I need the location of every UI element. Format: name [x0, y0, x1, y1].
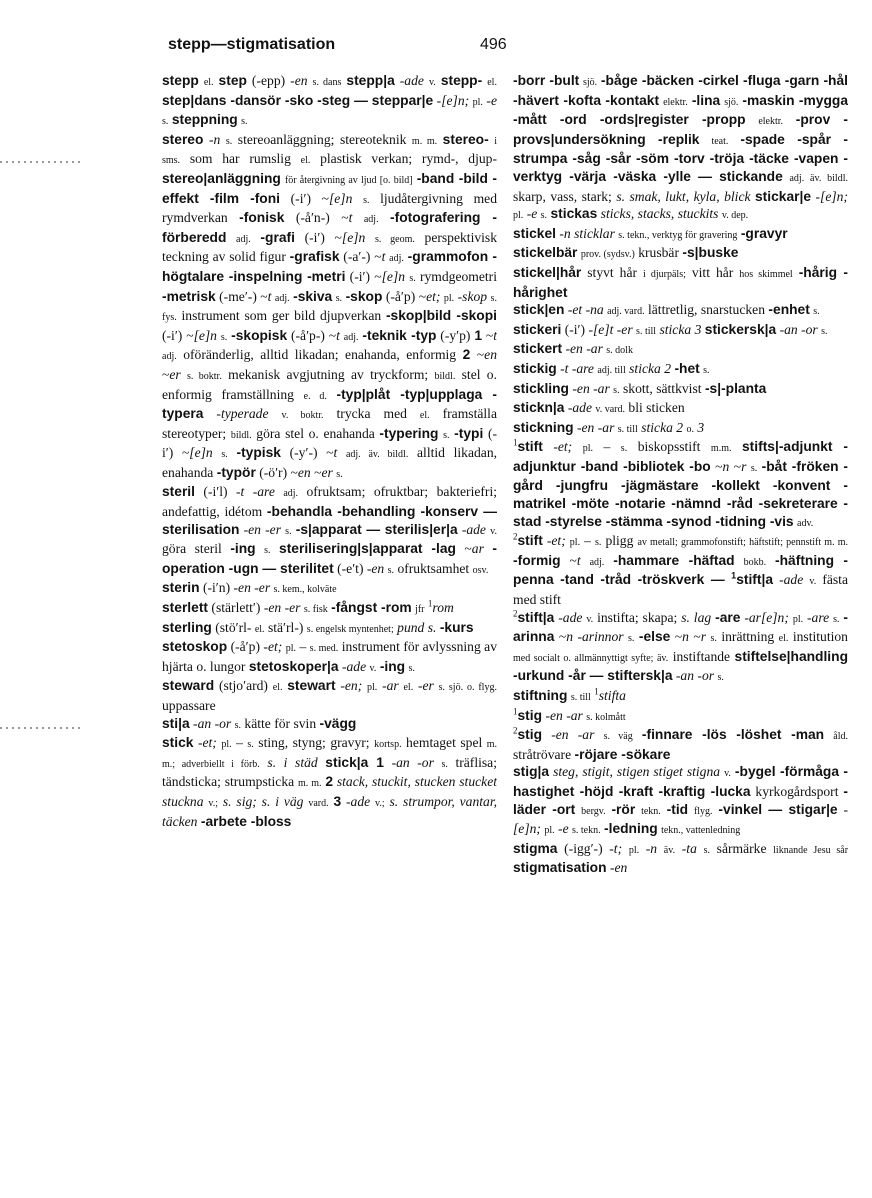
dictionary-entry: stickling -en -ar s. skott, sättkvist -s|-planta: [513, 380, 767, 396]
right-column: [513, 72, 848, 1172]
dictionary-entry: stereo -n s. stereoanläggning; stereoteknik m. m. stereo- i sms. som har rumslig el. plastisk verkan; rymd-, djup- stereo|anläggning för återgivning av ljud [o. bild] -band -bild -effekt -film -foni (-i′) ~[e]n s. ljudåtergivning med rymdverkan -fonisk (-å′n-) ~t adj. -fotografering -förberedd adj. -grafi (-i′) ~[e]n s. geom. perspektivisk teckning av solid figur -grafisk (-a′-) ~t adj. -grammofon -högtalare -inspelning -metri (-i′) ~[e]n s. rymdgeometri -metrisk (-me′-) ~t adj. -skiva s. -skop (-å′p) ~et; pl. -skop s. fys. instrument som ger bild djupverkan -skop|bild -skopi (-i′) ~[e]n s. -skopisk (-å′p-) ~t adj. -teknik -typ (-y′p) 1 ~t adj. oföränderlig, alltid likadan; enahanda, enformig 2 ~en ~er s. boktr. mekanisk avgjutning av tryckform; bildl. stel o. enformig framställning e. d. -typ|plåt -typ|upplaga -typera -typerade v. boktr. trycka med el. framställa stereotyper; bildl. göra stel o. enahanda -typering s. -typi (-i′) ~[e]n s. -typisk (-y′-) ~t adj. äv. bildl. alltid likadan, enahanda -typör (-ö′r) ~en ~er s.: [162, 131, 497, 480]
dictionary-entry: sterlett (stärlett′) -en -er s. fisk -fångst -rom jfr $^1$rom: [162, 598, 454, 616]
dictionary-entry: stickig -t -are adj. till sticka 2 -het s.: [513, 360, 710, 376]
dictionary-entry: stickelbär prov. (sydsv.) krusbär -s|buske: [513, 245, 739, 261]
dictionary-entry: stickert -en -ar s. dolk: [513, 341, 633, 357]
dictionary-entry: steril (-i′l) -t -are adj. ofruktsam; ofruktbar; bakteriefri; andefattig, idétom -behandla -behandling -konserv — sterilisation -en -er s. -s|apparat — sterilis|er|a -ade v. göra steril -ing s. sterilisering|s|apparat -lag ~ar -operation -ugn — sterilitet (-e′t) -en s. ofruktsamhet osv.: [162, 484, 497, 576]
dictionary-entry: stick|en -et -na adj. vard. lättretlig, snarstucken -enhet s.: [513, 302, 820, 318]
dictionary-entry: stetoskop (-å′p) -et; pl. – s. med. instrument för avlyssning av hjärta o. lungor stetoskoper|a -ade v. -ing s.: [162, 639, 497, 674]
dictionary-entry: stickel -n sticklar s. tekn., verktyg för gravering -gravyr: [513, 225, 788, 241]
dictionary-entry: steward (stjo′ard) el. stewart -en; pl. -ar el. -er s. sjö. o. flyg. uppassare: [162, 678, 497, 713]
margin-speckle: [0, 716, 140, 732]
running-head: stepp—stigmatisation: [168, 36, 336, 53]
page-number: 496: [480, 36, 507, 53]
dictionary-entry: stick -et; pl. – s. sting, styng; gravyr; kortsp. hemtaget spel m. m.; adverbiellt i förb. s. i städ stick|a 1 -an -or s. träflisa; tändsticka; strumpsticka m. m. 2 stack, stuckit, stucken stucket stuckna v.; s. sig; s. i väg vard. 3 -ade v.; s. strumpor, vantar, täcken -arbete -bloss: [162, 735, 497, 829]
dictionary-entry: stickel|hår styvt hår i djurpäls; vitt hår hos skimmel -hårig -hårighet: [513, 264, 848, 300]
dictionary-entry: stickning -en -ar s. till sticka 2 o. 3: [513, 419, 705, 435]
dictionary-entry: sti|a -an -or s. kätte för svin -vägg: [162, 715, 357, 731]
dictionary-entry: $^2$stig -en -ar s. väg -finnare -lös -löshet -man åld. stråtrövare -röjare -sökare: [513, 725, 848, 762]
dictionary-entry: sterling (stö′rl- el. stä′rl-) s. engelsk myntenhet; pund s. -kurs: [162, 619, 474, 635]
page-header: [168, 36, 728, 62]
dictionary-entry: sterin (-i′n) -en -er s. kem., kolväte: [162, 580, 337, 596]
left-column: [162, 72, 497, 1172]
dictionary-entry: -borr -bult sjö. -båge -bäcken -cirkel -fluga -garn -hål -hävert -kofta -kontakt elektr. -lina sjö. -maskin -mygga -mått -ord -ords|register -propp elektr. -prov -provs|undersökning -replik teat. -spade -spår -strumpa -såg -sår -söm -torv -tröja -täcke -vapen -verktyg -värja -väska -ylle — stickande adj. äv. bildl. skarp, vass, stark; s. smak, lukt, kyla, blick stickar|e -[e]n; pl. -e s. stickas sticks, stacks, stuckits v. dep.: [513, 73, 848, 222]
dictionary-entry: stig|a steg, stigit, stigen stiget stigna v. -bygel -förmåga -hastighet -höjd -kraft -kraftig -lucka kyrkogårdsport -läder -ort bergv. -rör tekn. -tid flyg. -vinkel — stigar|e -[e]n; pl. -e s. tekn. -ledning tekn., vattenledning: [513, 764, 848, 837]
dictionary-entry: stiftning s. till $^1$stifta: [513, 686, 626, 703]
dictionary-entry: $^1$stift -et; pl. – s. biskopsstift m.m. stifts|-adjunkt -adjunktur -band -bibliotek -bo ~n ~r s. -båt -fröken -gård -jungfru -jägmästare -kollekt -konvent -matrikel -möte -notarie -nämnd -råd -sekreterare -stad -styrelse -stämma -synod -tidning -vis adv.: [513, 437, 848, 529]
dictionary-entry: stepp el. step (-epp) -en s. dans stepp|a -ade v. stepp- el. step|dans -dansör -sko -steg — steppar|e -[e]n; pl. -e s. steppning s.: [162, 73, 497, 128]
dictionary-entry: $^1$stig -en -ar s. kolmått: [513, 706, 626, 723]
margin-speckle: [0, 150, 140, 166]
dictionary-entry: stickeri (-i′) -[e]t -er s. till sticka 3 stickersk|a -an -or s.: [513, 321, 828, 337]
dictionary-entry: stigma (-igg′-) -t; pl. -n äv. -ta s. sårmärke liknande Jesu sår stigmatisation -en: [513, 840, 848, 876]
dictionary-entry: $^2$stift -et; pl. – s. pligg av metall; grammofonstift; häftstift; pennstift m. m. -formig ~t adj. -hammare -häftad bokb. -häftning -penna -tand -tråd -tröskverk — $^1$stift|a -ade v. fästa med stift: [513, 531, 848, 608]
dictionary-entry: stickn|a -ade v. vard. bli sticken: [513, 400, 685, 416]
dictionary-entry: $^2$stift|a -ade v. instifta; skapa; s. lag -are -ar[e]n; pl. -are s. -arinna ~n -arinnor s. -else ~n ~r s. inrättning el. institution med socialt o. allmännyttigt syfte; äv. instiftande stiftelse|handling -urkund -år — stiftersk|a -an -or s.: [513, 608, 848, 684]
